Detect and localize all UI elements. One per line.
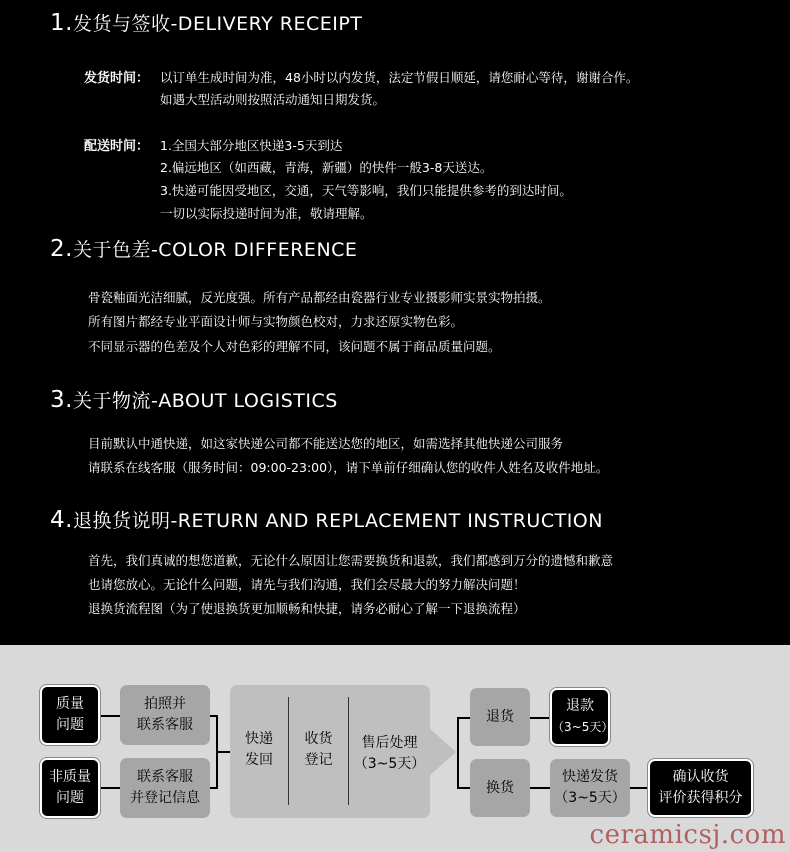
logistics-line: 请联系在线客服（服务时间：09:00-23:00），请下单前仔细确认您的收件人姓名及收件地址。 — [88, 460, 609, 475]
contact-register-box: 联系客服 并登记信息 — [120, 758, 210, 818]
color-line: 骨瓷釉面光洁细腻，反光度强。所有产品都经由瓷器行业专业摄影师实景实物拍摄。 — [88, 290, 551, 305]
connector-line — [457, 787, 470, 789]
exchange-goods-box: 换货 — [470, 759, 530, 817]
section-title-logistics: 3.关于物流-ABOUT LOGISTICS — [50, 387, 338, 413]
returns-line: 也请您放心。无论什么问题，请先与我们沟通，我们会尽最大的努力解决问题！ — [88, 577, 526, 592]
transit-time-label: 配送时间： — [84, 139, 150, 154]
return-goods-box: 退货 — [470, 688, 530, 746]
transit-time-line: 3.快递可能因受地区，交通，天气等影响，我们只能提供参考的到达时间。 — [160, 183, 572, 198]
receive-register-step: 收货 登记 — [304, 731, 333, 768]
ship-time-label: 发货时间： — [84, 71, 150, 86]
ship-time-line: 以订单生成时间为准，48小时以内发货，法定节假日顺延，请您耐心等待，谢谢合作。 — [160, 70, 639, 85]
section-title-returns: 4.退换货说明-RETURN AND REPLACEMENT INSTRUCTION — [50, 507, 603, 533]
connector-line — [530, 717, 550, 719]
color-line: 不同显示器的色差及个人对色彩的理解不同，该问题不属于商品质量问题。 — [88, 339, 501, 354]
connector-line — [216, 751, 230, 753]
connector-line — [100, 787, 120, 789]
ship-time-line: 如遇大型活动则按照活动通知日期发货。 — [160, 92, 386, 107]
logistics-line: 目前默认中通快递，如这家快递公司都不能送达您的地区，如需选择其他快递公司服务 — [88, 436, 564, 451]
arrow-right-icon — [428, 727, 458, 777]
connector-line — [630, 787, 648, 789]
refund-box: 退款 （3~5天） — [550, 688, 610, 746]
connector-line — [530, 787, 550, 789]
section-title-color: 2.关于色差-COLOR DIFFERENCE — [50, 236, 358, 262]
transit-time-line: 一切以实际投递时间为准，敬请理解。 — [160, 206, 373, 221]
after-sales-step: 售后处理 （3~5天） — [353, 735, 426, 772]
transit-time-line: 2.偏远地区（如西藏，青海，新疆）的快件一般3-8天送达。 — [160, 160, 493, 175]
express-ship-box: 快递发货 （3~5天） — [550, 759, 630, 817]
returns-line: 首先，我们真诚的想您道歉，无论什么原因让您需要换货和退款，我们都感到万分的遗憾和歉意 — [88, 553, 614, 568]
watermark: ceramicsj.com — [589, 820, 786, 850]
color-line: 所有图片都经专业平面设计师与实物颜色校对，力求还原实物色彩。 — [88, 314, 464, 329]
quality-issue-box: 质量 问题 — [40, 685, 100, 745]
returns-line: 退换货流程图（为了使退换货更加顺畅和快捷，请务必耐心了解一下退换流程） — [88, 601, 526, 616]
transit-time-line: 1.全国大部分地区快递3-5天到达 — [160, 138, 343, 153]
connector-line — [457, 717, 470, 719]
section-title-delivery: 1.发货与签收-DELIVERY RECEIPT — [50, 10, 363, 36]
return-flowchart — [0, 645, 790, 852]
non-quality-issue-box: 非质量 问题 — [40, 758, 100, 818]
connector-line — [100, 715, 120, 717]
process-box — [230, 685, 430, 818]
ship-back-step: 快递 发回 — [245, 731, 273, 768]
photo-contact-box: 拍照并 联系客服 — [120, 685, 210, 745]
confirm-receipt-box: 确认收货 评价获得积分 — [648, 759, 753, 817]
